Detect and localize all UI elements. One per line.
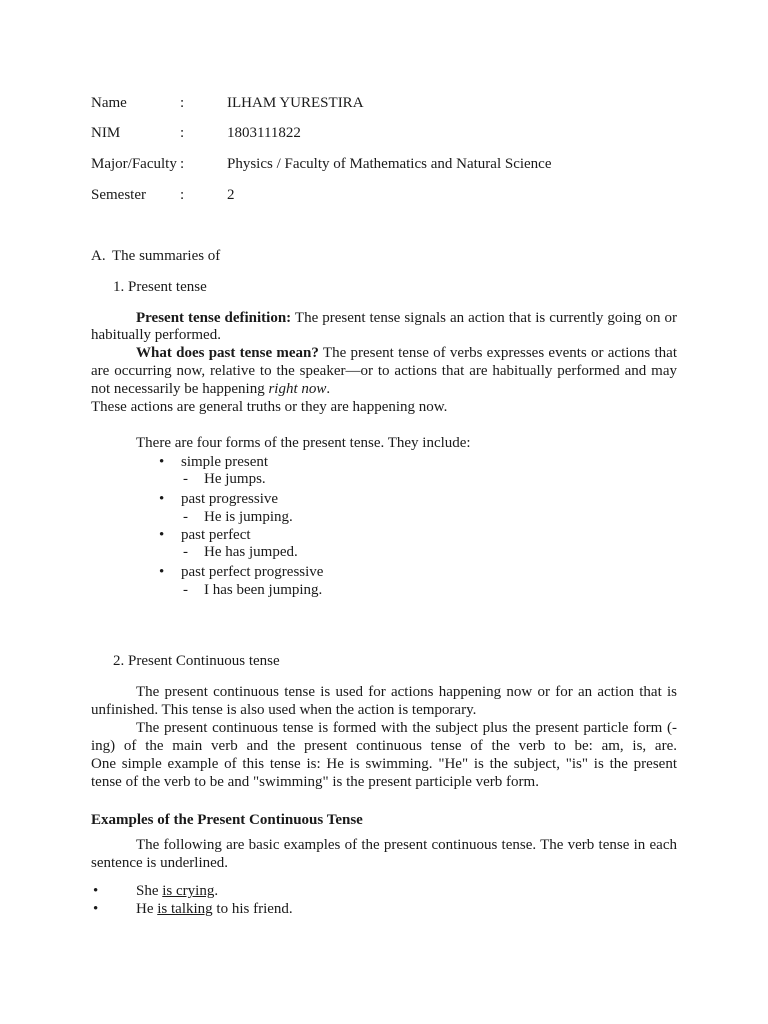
meaning-text-end: not necessarily be happening [91, 381, 265, 397]
name-separator: : [180, 95, 185, 111]
continuous-paragraph-1-line-1: The present continuous tense is used for actions happening now or for an action that is [136, 684, 677, 700]
dash-marker: - [183, 509, 188, 525]
continuous-paragraph-1-line-2: unfinished. This tense is also used when the action is temporary. [91, 702, 477, 718]
nim-value: 1803111822 [227, 125, 301, 141]
bullet-icon: • [159, 564, 165, 580]
form-example: He is jumping. [204, 509, 293, 525]
semester-row [91, 186, 691, 204]
form-item-simple-present [0, 453, 768, 471]
continuous-paragraph-2-line-1: The present continuous tense is formed with the subject plus the present particle form (- [136, 720, 677, 736]
bullet-icon: • [159, 527, 165, 543]
form-example: He jumps. [204, 471, 266, 487]
example-item [0, 900, 768, 918]
semester-label: Semester [91, 187, 146, 203]
bullet-icon: • [159, 454, 165, 470]
name-label: Name [91, 95, 127, 111]
examples-heading: Examples of the Present Continuous Tense [91, 812, 363, 828]
example-sentence [136, 900, 293, 918]
example-underlined-verb: is talking [157, 901, 213, 917]
form-item-past-perfect-progressive [0, 563, 768, 581]
meaning-line-3 [91, 380, 330, 398]
form-item-past-progressive [0, 490, 768, 508]
bullet-icon: • [159, 491, 165, 507]
section-a-marker: A. [91, 248, 106, 264]
meaning-text: The present tense of verbs expresses events or actions that [322, 345, 678, 361]
present-continuous-title: Present Continuous tense [128, 653, 280, 669]
form-example-row [0, 543, 768, 561]
meaning-emphasis: right now [268, 381, 327, 397]
meaning-line-1 [136, 344, 677, 362]
forms-intro: There are four forms of the present tense. They include: [136, 435, 471, 451]
dash-marker: - [183, 544, 188, 560]
bullet-icon: • [93, 901, 99, 917]
definition-line-1 [136, 309, 677, 327]
form-example: I has been jumping. [204, 582, 323, 598]
dash-marker: - [183, 582, 188, 598]
present-tense-heading [113, 278, 207, 296]
nim-row [91, 124, 691, 142]
general-truths-text: These actions are general truths or they are happening now. [91, 399, 448, 415]
semester-separator: : [180, 187, 185, 203]
form-example: He has jumped. [204, 544, 298, 560]
example-subject: He [136, 901, 154, 917]
meaning-label: What does past tense mean? [136, 345, 319, 361]
semester-value: 2 [227, 187, 235, 203]
form-item-past-perfect [0, 526, 768, 544]
example-underlined-verb: is crying [162, 883, 215, 899]
definition-line-2: habitually performed. [91, 327, 221, 343]
nim-label: NIM [91, 125, 121, 141]
form-name: past perfect [181, 527, 251, 543]
nim-separator: : [180, 125, 185, 141]
example-rest: . [214, 883, 219, 899]
present-tense-marker: 1. [113, 279, 125, 295]
bullet-icon: • [93, 883, 99, 899]
dash-marker: - [183, 471, 188, 487]
form-example-row [0, 581, 768, 599]
definition-label: Present tense definition: [136, 310, 292, 326]
section-a-heading [91, 247, 691, 265]
section-a-title: The summaries of [112, 248, 221, 264]
continuous-paragraph-2-line-3: One simple example of this tense is: He is swimming. "He" is the subject, "is" is the present [91, 756, 677, 772]
present-continuous-marker: 2. [113, 653, 125, 669]
major-faculty-label: Major/Faculty [91, 156, 177, 172]
major-faculty-row [91, 155, 691, 173]
example-item [0, 882, 768, 900]
name-value: ILHAM YURESTIRA [227, 95, 364, 111]
form-example-row [0, 470, 768, 488]
examples-intro-line-1: The following are basic examples of the present continuous tense. The verb tense in each [136, 837, 677, 853]
example-sentence [136, 882, 218, 900]
examples-intro-line-2: sentence is underlined. [91, 855, 229, 871]
major-faculty-separator: : [180, 156, 185, 172]
example-rest: to his friend. [212, 901, 293, 917]
form-name: past progressive [181, 491, 279, 507]
definition-text: The present tense signals an action that is currently going on or [294, 310, 678, 326]
form-name: past perfect progressive [181, 564, 324, 580]
present-tense-title: Present tense [128, 279, 207, 295]
form-name: simple present [181, 454, 269, 470]
continuous-paragraph-2-line-4: tense of the verb to be and "swimming" is the present participle verb form. [91, 774, 539, 790]
major-faculty-value: Physics / Faculty of Mathematics and Natural Science [227, 156, 552, 172]
continuous-paragraph-2-line-2: ing) of the main verb and the present continuous tense of the verb to be: am, is, are. [91, 738, 677, 754]
form-example-row [0, 508, 768, 526]
name-row [91, 94, 691, 112]
present-continuous-heading [113, 652, 280, 670]
example-subject: She [136, 883, 159, 899]
meaning-line-2: are occurring now, relative to the speaker—or to actions that are habitually performed and may [91, 363, 677, 379]
meaning-period: . [326, 381, 331, 397]
